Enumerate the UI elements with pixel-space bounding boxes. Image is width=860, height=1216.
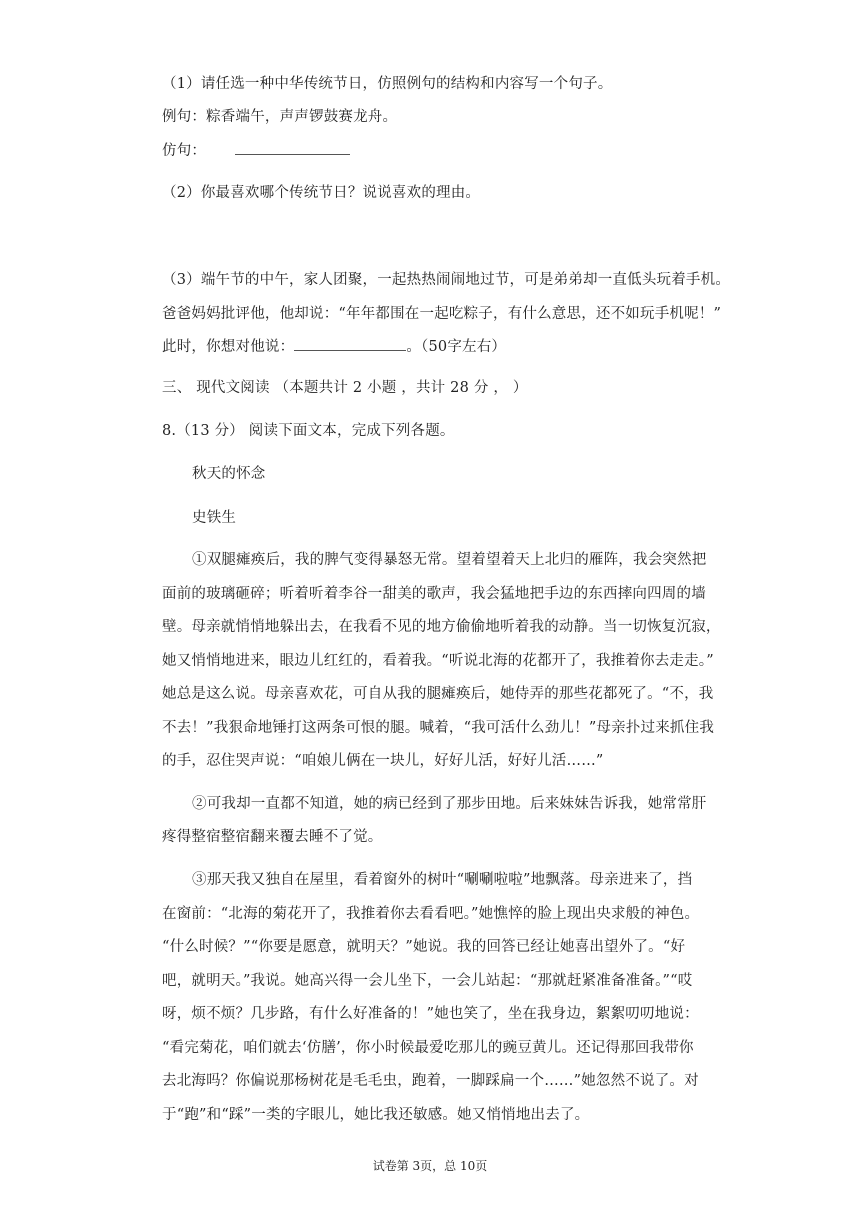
paragraph-1-line-7: 的手，忍住哭声说：“咱娘儿俩在一块儿，好好儿活，好好儿活……” — [162, 753, 604, 769]
paragraph-2-line-2: 疼得整宿整宿翻来覆去睡不了觉。 — [162, 829, 383, 845]
paragraph-3-line-2: 在窗前：“北海的菊花开了，我推着你去看看吧。”她憔悴的脸上现出央求般的神色。 — [162, 906, 700, 922]
part3-answer-blank[interactable] — [294, 336, 406, 351]
paragraph-3-line-4: 吧，就明天。”我说。她高兴得一会儿坐下，一会儿站起：“那就赶紧准备准备。”“哎 — [162, 973, 693, 989]
q7-part1-prompt: （1）请任选一种中华传统节日，仿照例句的结构和内容写一个句子。 — [162, 76, 613, 92]
paragraph-2-line-1: ②可我却一直都不知道，她的病已经到了那步田地。后来妹妹告诉我，她常常肝 — [192, 796, 707, 812]
q7-part2-prompt: （2）你最喜欢哪个传统节日？说说喜欢的理由。 — [162, 185, 481, 201]
paragraph-3-line-7: 去北海吗？你偏说那杨树花是毛毛虫，跑着，一脚踩扁一个……”她忽然不说了。对 — [162, 1073, 699, 1089]
paragraph-3-line-5: 呀，烦不烦？几步路，有什么好准备的！”她也笑了，坐在我身边，絮絮叨叨地说： — [162, 1006, 699, 1022]
paragraph-3-line-3: “什么时候？”“你要是愿意，就明天？”她说。我的回答已经让她喜出望外了。“好 — [162, 939, 686, 955]
paragraph-1-line-6: 不去！”我狠命地锤打这两条可恨的腿。喊着，“我可活什么劲儿！”母亲扑过来抓住我 — [162, 720, 715, 736]
paragraph-3-line-1: ③那天我又独自在屋里，看着窗外的树叶“唰唰啦啦”地飘落。母亲进来了，挡 — [192, 872, 693, 888]
part3-suffix: 。（50字左右） — [406, 339, 507, 355]
imitate-answer-blank[interactable] — [235, 140, 350, 155]
q7-part3-line-3 — [162, 336, 506, 357]
paragraph-1-line-4: 她又悄悄地进来，眼边儿红红的，看着我。“听说北海的花都开了，我推着你去走走。” — [162, 653, 714, 669]
paragraph-1-line-5: 她总是这么说。母亲喜欢花，可自从我的腿瘫痪后，她侍弄的那些花都死了。“不，我 — [162, 686, 714, 702]
q8-header: 8.（13 分） 阅读下面文本，完成下列各题。 — [162, 423, 455, 439]
article-author: 史铁生 — [192, 510, 237, 526]
q7-part3-line-1: （3）端午节的中午，家人团聚，一起热热闹闹地过节，可是弟弟却一直低头玩着手机。 — [162, 272, 731, 288]
section-3-heading: 三、 现代文阅读 （本题共计 2 小题 ，共计 28 分 ， ） — [162, 380, 528, 396]
q7-example-sentence: 例句：粽香端午，声声锣鼓赛龙舟。 — [162, 109, 398, 125]
paragraph-1-line-1: ①双腿瘫痪后，我的脾气变得暴怒无常。望着望着天上北归的雁阵，我会突然把 — [192, 552, 707, 568]
article-title: 秋天的怀念 — [192, 466, 266, 482]
q7-part3-line-2: 爸爸妈妈批评他，他却说：“年年都围在一起吃粽子，有什么意思，还不如玩手机呢！” — [162, 306, 722, 322]
paragraph-1-line-2: 面前的玻璃砸碎；听着听着李谷一甜美的歌声，我会猛地把手边的东西摔向四周的墙 — [162, 586, 706, 602]
q7-imitate-row — [162, 140, 350, 161]
paragraph-1-line-3: 壁。母亲就悄悄地躲出去，在我看不见的地方偷偷地听着我的动静。当一切恢复沉寂， — [162, 619, 721, 635]
paragraph-3-line-8: 于“跑”和“踩”一类的字眼儿，她比我还敏感。她又悄悄地出去了。 — [162, 1107, 590, 1123]
paragraph-3-line-6: “看完菊花，咱们就去‘仿膳’，你小时候最爱吃那儿的豌豆黄儿。还记得那回我带你 — [162, 1040, 694, 1056]
page-footer: 试卷第 3页，总 10页 — [372, 1159, 488, 1173]
part3-prefix: 此时，你想对他说： — [162, 339, 295, 355]
imitate-label: 仿句： — [162, 143, 207, 159]
